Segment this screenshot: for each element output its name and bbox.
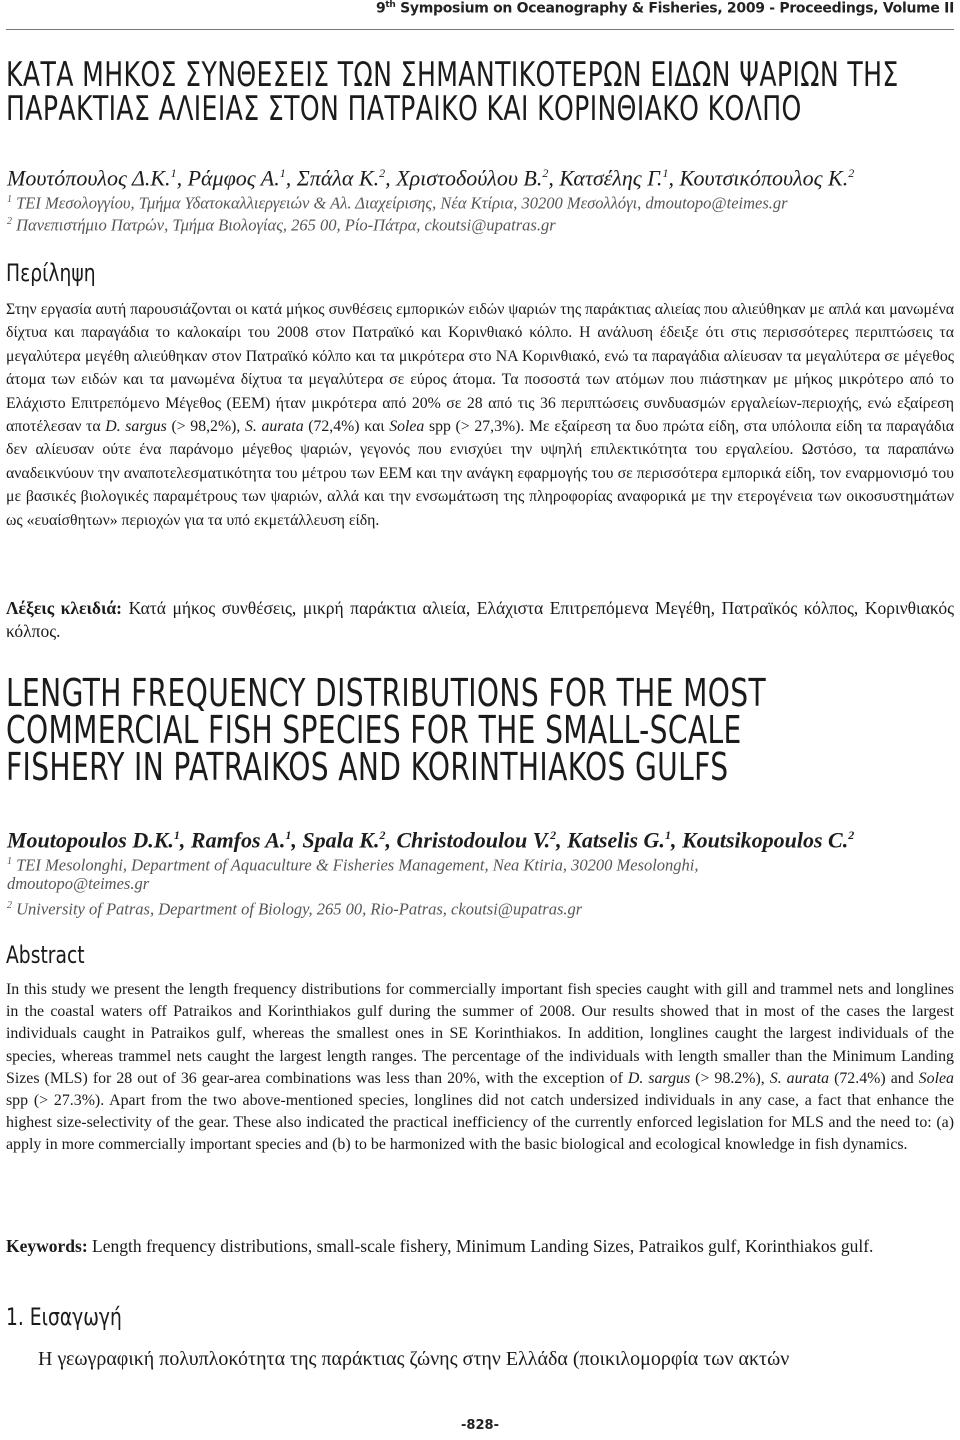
greek-keywords-text: Κατά μήκος συνθέσεις, μικρή παράκτια αλιεία, Ελάχιστα Επιτρεπόμενα Μεγέθη, Πατραϊκός κόλπος, Κορινθιακός κόλπος. (6, 598, 954, 641)
author-affil-mark: 2 (848, 166, 855, 180)
author: Katselis G. (567, 827, 665, 853)
author: Ράμφος Α. (187, 165, 280, 191)
author-affil-mark: 1 (662, 166, 669, 180)
author-separator: , (556, 827, 568, 853)
species-name: Solea (918, 1069, 954, 1087)
author: Moutopoulos D.K. (7, 827, 174, 853)
greek-abstract-mid-1: (> 98,2%), (166, 418, 245, 436)
english-abstract-text-1: In this study we present the length frequency distributions for commercially important fish species caught with gill and trammel nets and longlines in the coastal waters off Patraikos and Korinthiakos gulf during the summer of 2008. Our results showed that in most of the cases the largest individuals caught in Patraikos gulf, whereas the smallest ones in SE Korinthiakos. In addition, longlines caught the largest individuals of the species, whereas trammel nets caught the largest length ranges. The percentage of the individuals with length smaller than the Minimum Landing Sizes (MLS) for 28 out of 36 gear-area combinations was less than 20%, with the exception of (6, 981, 954, 1087)
author: Χριστοδούλου Β. (396, 165, 543, 191)
author: Κουτσικόπουλος Κ. (679, 165, 849, 191)
author-affil-mark: 1 (285, 828, 292, 842)
author-separator: , (385, 827, 397, 853)
author: Κατσέλης Γ. (559, 165, 663, 191)
greek-affiliation-2-text: Πανεπιστήμιο Πατρών, Τμήμα Βιολογίας, 265 00, Ρίο-Πάτρα, ckoutsi@upatras.gr (16, 215, 556, 235)
author-affil-mark: 1 (279, 166, 286, 180)
species-name: D. sargus (105, 418, 167, 436)
author-affil-mark: 2 (542, 166, 549, 180)
english-abstract-mid-1: (> 98.2%), (690, 1069, 770, 1087)
english-title-line-2: COMMERCIAL FISH SPECIES FOR THE SMALL-SCALE (6, 708, 742, 752)
author-affil-mark: 2 (379, 166, 386, 180)
author-separator: , (668, 165, 680, 191)
greek-title-line-2: ΠΑΡΑΚΤΙΑΣ ΑΛΙΕΙΑΣ ΣΤΟΝ ΠΑΤΡΑΙΚΟ ΚΑΙ ΚΟΡΙΝΘΙΑΚΟ ΚΟΛΠΟ (6, 89, 802, 129)
english-abstract-text-2: spp (> 27.3%). Apart from the two above-mentioned species, longlines did not catch undersized individuals in any case, a fact that enhance the highest size-selectivity of the gear. These also indicated the practical inefficiency of the currently enforced legislation for MLS and the need to: (a) apply in more commercially important species and (b) to be harmonized with the basic biological and ecological knowledge in fish dynamics. (6, 1092, 954, 1154)
species-name: Solea (389, 418, 425, 436)
english-affiliation-2-text: University of Patras, Department of Biology, 265 00, Rio-Patras, ckoutsi@upatras.gr (16, 899, 583, 919)
greek-keywords (6, 597, 954, 642)
author-separator: , (176, 165, 188, 191)
english-title-line-1: LENGTH FREQUENCY DISTRIBUTIONS FOR THE MOST (6, 671, 767, 715)
author: Koutsikopoulos C. (681, 827, 849, 853)
header-ordinal-suffix: th (385, 0, 396, 10)
author-affil-mark: 1 (170, 166, 177, 180)
english-authors (7, 822, 854, 853)
header-text: Symposium on Oceanography & Fisheries, 2009 - Proceedings, Volume II (395, 0, 954, 17)
greek-title (6, 55, 899, 129)
english-affiliation-1-text: TEI Mesolonghi, Department of Aquaculture & Fisheries Management, Nea Ktiria, 30200 Mesolonghi, (16, 855, 699, 875)
header-ordinal: 9 (375, 0, 386, 17)
greek-authors (7, 160, 854, 191)
author: Μουτόπουλος Δ.Κ. (7, 165, 171, 191)
author-affil-mark: 2 (550, 828, 557, 842)
greek-affiliation-2 (7, 211, 556, 237)
author-affil-mark: 2 (379, 828, 386, 842)
species-name: S. aurata (244, 418, 304, 436)
author: Σπάλα Κ. (296, 165, 380, 191)
affil-mark: 2 (7, 216, 12, 227)
english-title (6, 671, 767, 789)
greek-abstract-heading: Περίληψη (6, 259, 96, 287)
author-separator: , (285, 165, 297, 191)
english-abstract-heading: Abstract (6, 941, 85, 969)
english-abstract (6, 979, 954, 1157)
introduction-heading: 1. Εισαγωγή (6, 1303, 122, 1331)
author-separator: , (670, 827, 682, 853)
english-keywords-text: Length frequency distributions, small-scale fishery, Minimum Landing Sizes, Patraikos gulf, Korinthiakos gulf. (87, 1236, 874, 1256)
english-affiliation-2 (7, 895, 582, 921)
author-separator: , (548, 165, 560, 191)
author-affil-mark: 2 (848, 828, 855, 842)
author: Ramfos A. (190, 827, 286, 853)
author-affil-mark: 1 (173, 828, 180, 842)
affil-mark: 2 (7, 900, 12, 911)
running-header (376, 0, 954, 17)
author-separator: , (291, 827, 303, 853)
affil-mark: 1 (7, 856, 12, 867)
greek-keywords-label: Λέξεις κλειδιά: (6, 598, 123, 618)
introduction-first-line: Η γεωγραφική πολυπλοκότητα της παράκτιας ζώνης στην Ελλάδα (ποικιλομορφία των ακτών (38, 1348, 790, 1370)
english-keywords-label: Keywords: (6, 1236, 88, 1256)
page-number: -828- (461, 1418, 499, 1433)
english-affiliation-1-email: dmoutopo@teimes.gr (7, 874, 150, 893)
greek-affiliation-1-text: ΤΕΙ Μεσολογγίου, Τμήμα Υδατοκαλλιεργειών & Αλ. Διαχείρισης, Νέα Κτίρια, 30200 Μεσολλόγι, dmoutopo@teimes.gr (16, 193, 788, 213)
header-rule (6, 29, 954, 30)
author: Spala K. (302, 827, 380, 853)
greek-abstract-text-2: spp (> 27,3%). Με εξαίρεση τα δυο πρώτα είδη, στα υπόλοιπα είδη τα παραγάδια δεν αλίευσαν ούτε ένα παράνομο μέγεθος ψαριών, γεγονός που ενισχύει την υψηλή επιλεκτικότητα του εργαλείου. Ωστόσο, τα παραπάνω αναδεικνύουν την αναποτελεσματικότητα του μέτρου των ΕΕΜ και την ανάγκη εφαρμογής του σε περισσότερα εμπορικά είδη, τον εναρμονισμό του με βασικές βιολογικές παραμέτρους των ψαριών, αλλά και την ενσωμάτωση της πληροφορίας αναφορικά με την ετερογένεια των οικοσυστημάτων ως «ευαίσθητων» περιοχών για τα υπό εκμετάλλευση είδη. (6, 418, 954, 529)
english-keywords (6, 1235, 954, 1258)
author-affil-mark: 1 (664, 828, 671, 842)
greek-abstract-mid-2: (72,4%) και (303, 418, 390, 436)
author-separator: , (385, 165, 397, 191)
species-name: D. sargus (627, 1069, 691, 1087)
affil-mark: 1 (7, 194, 12, 205)
greek-abstract (6, 298, 954, 532)
species-name: S. aurata (769, 1069, 830, 1087)
english-abstract-mid-2: (72.4%) and (829, 1069, 919, 1087)
english-title-line-3: FISHERY IN PATRAIKOS AND KORINTHIAKOS GULFS (6, 745, 729, 789)
greek-abstract-text-1: Στην εργασία αυτή παρουσιάζονται οι κατά μήκος συνθέσεις εμπορικών ειδών ψαριών της παράκτιας αλιείας που αλιεύθηκαν με απλά και μανωμένα δίχτυα και παραγάδια το καλοκαίρι του 2008 στον Πατραϊκό και Κορινθιακό κόλπο. Η ανάλυση έδειξε ότι στις περισσότερες περιπτώσεις τα μεγαλύτερα μεγέθη αλιεύθηκαν στον Πατραϊκό κόλπο και τα μικρότερα στο ΝΑ Κορινθιακό, ενώ τα παραγάδια αλίευσαν τα μεγαλύτερα σε μέγεθος άτομα των ειδών και τα μανωμένα δίχτυα τα μεγαλύτερα σε εύρος άτομα. Τα ποσοστά των ατόμων που πιάστηκαν με μήκος μικρότερο από το Ελάχιστο Επιτρεπόμενο Μέγεθος (ΕΕΜ) ήταν μικρότερα από 20% σε 28 από τις 36 περιπτώσεις συνδυασμών εργαλείων-περιοχής, ενώ εξαίρεση αποτέλεσαν τα (6, 301, 954, 436)
author-separator: , (179, 827, 191, 853)
author: Christodoulou V. (396, 827, 551, 853)
greek-title-line-1: ΚΑΤΑ ΜΗΚΟΣ ΣΥΝΘΕΣΕΙΣ ΤΩΝ ΣΗΜΑΝΤΙΚΟΤΕΡΩΝ ΕΙΔΩΝ ΨΑΡΙΩΝ ΤΗΣ (6, 55, 899, 95)
